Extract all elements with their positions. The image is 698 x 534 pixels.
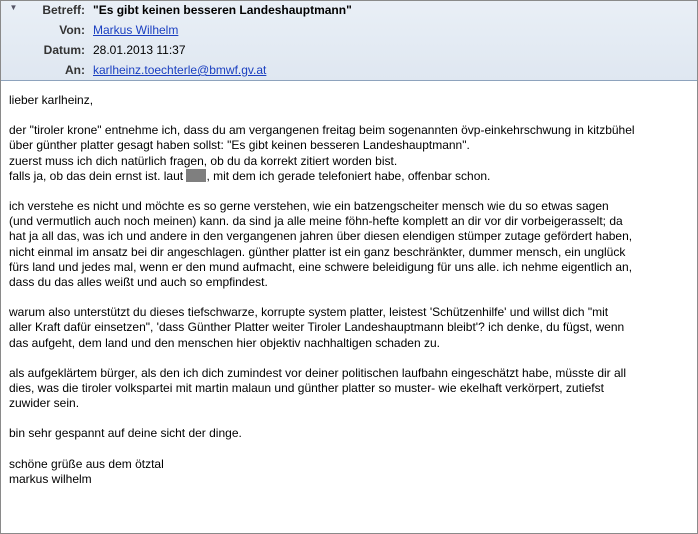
paragraph-4: als aufgeklärtem bürger, als den ich dich zumindest vor deiner politischen laufbahn eingeschätzt habe, müsste dir all dies, was die tiroler volkspartei mit martin malaun und günther platter so muster- wie ekelhaft verkörpert, zutiefst zuwider sein. bbox=[9, 365, 627, 411]
subject-value: "Es gibt keinen besseren Landeshauptmann" bbox=[93, 3, 352, 17]
paragraph-5: bin sehr gespannt auf deine sicht der dinge. bbox=[9, 426, 242, 441]
from-label: Von: bbox=[59, 23, 85, 37]
from-link[interactable]: Markus Wilhelm bbox=[93, 23, 179, 37]
to-link[interactable]: karlheinz.toechterle@bmwf.gv.at bbox=[93, 63, 267, 77]
subject-label: Betreff: bbox=[42, 3, 85, 17]
paragraph-3: warum also unterstützt du dieses tiefschwarze, korrupte system platter, leistest 'Schützenhilfe' und willst dich "mit aller Kraft dafür einsetzen", 'dass Günther Platter weiter Tiroler Landeshauptmann bleibt'? ich denke, du fügst, wenn das aufgeht, dem land und den menschen hier objektiv nachhaltigen schaden zu. bbox=[9, 305, 625, 350]
paragraph-2: ich verstehe es nicht und möchte es so gerne verstehen, wie ein batzengscheiter mensch wie du so etwas sagen (und vermutlich auch noch meinen) kann. da sind ja alle meine föhn-hefte komplett an dir vor dir vorbeigerasselt; da hat ja all das, was ich und andere in den vergangenen jahren über diesen elendigen stümper zutage gefördert haben, nicht einmal im ansatz bei dir angeschlagen. günther platter ist ein ganz beschränkter, dummer mensch, ein unglück fürs land und jedes mal, wenn er den mund aufmacht, eine schwere beleidigung für uns alle. ich nehme eigentlich an, dass du das alles weißt und auch so empfindest. bbox=[9, 199, 633, 290]
email-body bbox=[9, 93, 689, 502]
to-label: An: bbox=[65, 63, 85, 77]
date-label: Datum: bbox=[43, 43, 85, 57]
closing: schöne grüße aus dem ötztal markus wilhelm bbox=[9, 456, 164, 486]
paragraph-1: der "tiroler krone" entnehme ich, dass du am vergangenen freitag beim sogenannten övp-einkehrschwung in kitzbühel über günther platter gesagt haben sollst: "Es gibt keinen besseren Landeshauptmann". zuerst muss ich dich natürlich fragen, ob du da korrekt zitiert worden bist. falls ja, ob das dein ernst ist. laut , mit dem ich gerade telefoniert habe, offenbar schon. bbox=[9, 123, 635, 183]
collapse-toggle-icon[interactable]: ▼ bbox=[9, 3, 18, 12]
redacted-name bbox=[186, 169, 206, 182]
date-value: 28.01.2013 11:37 bbox=[93, 43, 186, 57]
email-header bbox=[1, 1, 697, 81]
greeting: lieber karlheinz, bbox=[9, 93, 94, 107]
